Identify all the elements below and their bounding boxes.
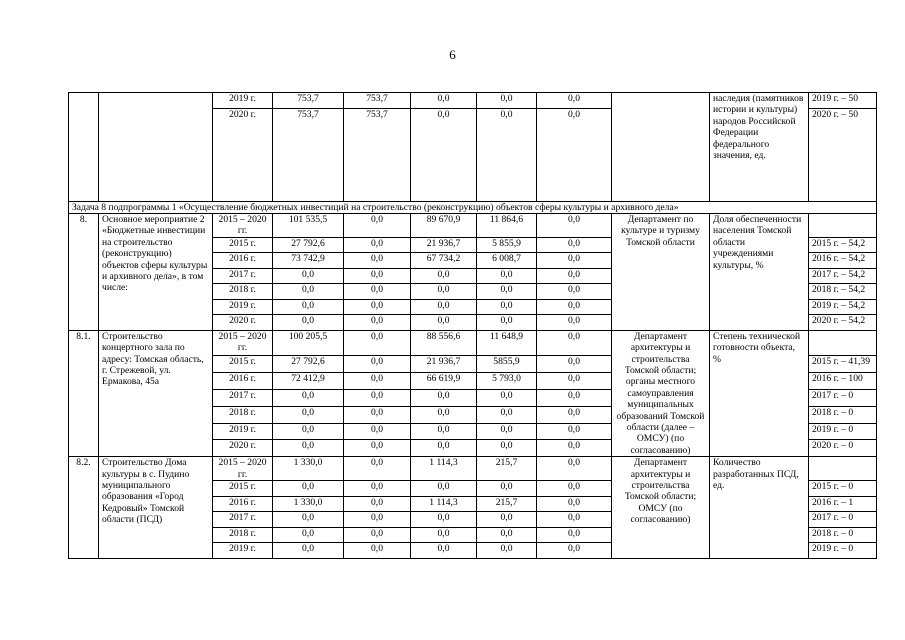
year-cell: 2018 г.	[213, 284, 273, 300]
target-cell: 2019 г. – 54,2	[809, 299, 877, 315]
value-cell: 0,0	[537, 330, 612, 356]
year-cell: 2016 г.	[213, 373, 273, 390]
target-cell: 2017 г. – 0	[809, 390, 877, 407]
value-cell: 215,7	[477, 496, 537, 512]
year-cell: 2019 г.	[213, 423, 273, 440]
value-cell: 1 330,0	[273, 496, 344, 512]
value-cell: 0,0	[273, 423, 344, 440]
value-cell: 0,0	[411, 406, 477, 423]
value-cell: 21 936,7	[411, 356, 477, 373]
target-cell: 2017 г. – 54,2	[809, 268, 877, 284]
year-cell: 2018 г.	[213, 406, 273, 423]
value-cell: 11 648,9	[477, 330, 537, 356]
value-cell: 0,0	[537, 213, 612, 237]
year-cell: 2019 г.	[213, 93, 273, 109]
target-cell	[809, 457, 877, 481]
page-number: 6	[449, 47, 456, 62]
value-cell: 753,7	[273, 108, 344, 201]
value-cell: 100 205,5	[273, 330, 344, 356]
value-cell: 215,7	[477, 457, 537, 481]
value-cell: 0,0	[273, 440, 344, 457]
value-cell: 0,0	[537, 253, 612, 269]
value-cell: 89 670,9	[411, 213, 477, 237]
value-cell: 0,0	[477, 284, 537, 300]
activity-name: Основное мероприятие 2 «Бюджетные инвестиции на строительство (реконструкцию) объектов сферы культуры и архивного дела», в том числе:	[99, 213, 213, 330]
year-cell: 2015 г.	[213, 481, 273, 497]
value-cell: 0,0	[477, 440, 537, 457]
target-cell: 2015 г. – 41,39	[809, 356, 877, 373]
value-cell: 0,0	[344, 457, 411, 481]
value-cell: 753,7	[273, 93, 344, 109]
year-cell: 2019 г.	[213, 299, 273, 315]
value-cell: 0,0	[273, 284, 344, 300]
year-cell: 2015 – 2020 гг.	[213, 457, 273, 481]
target-cell: 2020 г. – 0	[809, 440, 877, 457]
value-cell: 0,0	[411, 390, 477, 407]
value-cell: 0,0	[411, 108, 477, 201]
year-cell: 2017 г.	[213, 512, 273, 528]
value-cell: 0,0	[273, 390, 344, 407]
value-cell: 72 412,9	[273, 373, 344, 390]
value-cell: 0,0	[537, 108, 612, 201]
year-cell: 2017 г.	[213, 390, 273, 407]
program-table	[68, 92, 877, 559]
value-cell: 0,0	[477, 406, 537, 423]
name-cell	[99, 93, 213, 202]
row-number: 8.	[69, 213, 99, 330]
value-cell: 0,0	[537, 527, 612, 543]
value-cell: 0,0	[344, 284, 411, 300]
target-cell	[809, 330, 877, 356]
value-cell: 0,0	[537, 496, 612, 512]
value-cell: 0,0	[344, 512, 411, 528]
value-cell: 0,0	[273, 299, 344, 315]
value-cell: 0,0	[344, 356, 411, 373]
executor-cell: Департамент архитектуры и строительства Томской области; органы местного самоуправления муниципальных образований Томской области (далее – ОМСУ) (по согласованию)	[612, 330, 710, 456]
value-cell: 0,0	[344, 527, 411, 543]
value-cell: 0,0	[344, 299, 411, 315]
value-cell: 0,0	[411, 315, 477, 331]
value-cell: 0,0	[537, 440, 612, 457]
target-cell: 2018 г. – 54,2	[809, 284, 877, 300]
value-cell: 0,0	[344, 237, 411, 253]
year-cell: 2020 г.	[213, 440, 273, 457]
target-cell: 2019 г. – 0	[809, 423, 877, 440]
value-cell: 0,0	[477, 527, 537, 543]
year-cell: 2016 г.	[213, 496, 273, 512]
value-cell: 0,0	[537, 457, 612, 481]
value-cell: 0,0	[477, 268, 537, 284]
value-cell: 5 855,9	[477, 237, 537, 253]
value-cell: 0,0	[537, 284, 612, 300]
value-cell: 11 864,6	[477, 213, 537, 237]
target-cell: 2020 г. – 54,2	[809, 315, 877, 331]
value-cell: 0,0	[537, 356, 612, 373]
row-number: 8.1.	[69, 330, 99, 456]
value-cell: 0,0	[411, 268, 477, 284]
value-cell: 6 008,7	[477, 253, 537, 269]
value-cell: 0,0	[477, 543, 537, 559]
value-cell: 753,7	[344, 108, 411, 201]
value-cell: 0,0	[477, 423, 537, 440]
value-cell: 27 792,6	[273, 237, 344, 253]
value-cell: 0,0	[411, 527, 477, 543]
value-cell: 0,0	[537, 423, 612, 440]
activity-name: Строительство Дома культуры в с. Пудино муниципального образования «Город Кедровый» Томской области (ПСД)	[99, 457, 213, 558]
value-cell: 27 792,6	[273, 356, 344, 373]
value-cell: 0,0	[477, 512, 537, 528]
value-cell: 0,0	[477, 390, 537, 407]
num-cell	[69, 93, 99, 202]
target-cell: 2020 г. – 50	[809, 108, 877, 201]
target-cell	[809, 213, 877, 237]
value-cell: 0,0	[273, 268, 344, 284]
value-cell: 0,0	[537, 237, 612, 253]
value-cell: 0,0	[537, 268, 612, 284]
table-row	[69, 330, 877, 356]
value-cell: 0,0	[411, 543, 477, 559]
year-cell: 2019 г.	[213, 543, 273, 559]
target-cell: 2015 г. – 54,2	[809, 237, 877, 253]
value-cell: 0,0	[344, 423, 411, 440]
value-cell: 0,0	[477, 315, 537, 331]
value-cell: 0,0	[344, 268, 411, 284]
value-cell: 0,0	[411, 512, 477, 528]
value-cell: 0,0	[273, 512, 344, 528]
value-cell: 0,0	[344, 315, 411, 331]
value-cell: 0,0	[411, 481, 477, 497]
year-cell: 2020 г.	[213, 108, 273, 201]
year-cell: 2018 г.	[213, 527, 273, 543]
value-cell: 1 114,3	[411, 496, 477, 512]
row-number: 8.2.	[69, 457, 99, 558]
executor-cell: Департамент архитектуры и строительства Томской области; ОМСУ (по согласованию)	[612, 457, 710, 558]
value-cell: 0,0	[411, 440, 477, 457]
value-cell: 0,0	[411, 299, 477, 315]
table-row	[69, 93, 877, 109]
value-cell: 1 114,3	[411, 457, 477, 481]
value-cell: 0,0	[537, 406, 612, 423]
value-cell: 66 619,9	[411, 373, 477, 390]
value-cell: 0,0	[537, 93, 612, 109]
year-cell: 2015 – 2020 гг.	[213, 213, 273, 237]
value-cell: 0,0	[537, 390, 612, 407]
value-cell: 0,0	[273, 543, 344, 559]
table-row	[69, 213, 877, 237]
value-cell: 0,0	[537, 543, 612, 559]
value-cell: 0,0	[477, 481, 537, 497]
value-cell: 88 556,6	[411, 330, 477, 356]
target-cell: 2018 г. – 0	[809, 527, 877, 543]
target-cell: 2019 г. – 50	[809, 93, 877, 109]
value-cell: 0,0	[411, 284, 477, 300]
value-cell: 73 742,9	[273, 253, 344, 269]
value-cell: 0,0	[477, 108, 537, 201]
value-cell: 0,0	[411, 423, 477, 440]
value-cell: 0,0	[273, 481, 344, 497]
executor-cell: Департамент по культуре и туризму Томской области	[612, 213, 710, 330]
year-cell: 2020 г.	[213, 315, 273, 331]
value-cell: 21 936,7	[411, 237, 477, 253]
value-cell: 101 535,5	[273, 213, 344, 237]
value-cell: 0,0	[273, 315, 344, 331]
indicator-cell: Степень технической готовности объекта, %	[710, 330, 809, 456]
value-cell: 753,7	[344, 93, 411, 109]
indicator-cell: Доля обеспеченности населения Томской области учреждениями культуры, %	[710, 213, 809, 330]
year-cell: 2016 г.	[213, 253, 273, 269]
value-cell: 0,0	[273, 406, 344, 423]
value-cell: 0,0	[344, 390, 411, 407]
activity-name: Строительство концертного зала по адресу: Томская область, г. Стрежевой, ул. Ермакова, 45а	[99, 330, 213, 456]
value-cell: 0,0	[344, 253, 411, 269]
value-cell: 0,0	[537, 315, 612, 331]
value-cell: 0,0	[344, 440, 411, 457]
year-cell: 2015 г.	[213, 356, 273, 373]
indicator-cell: наследия (памятников истории и культуры) народов Российской Федерации федерального значения, ед.	[710, 93, 809, 202]
target-cell: 2015 г. – 0	[809, 481, 877, 497]
value-cell: 0,0	[477, 93, 537, 109]
target-cell: 2017 г. – 0	[809, 512, 877, 528]
table-row	[69, 457, 877, 481]
value-cell: 0,0	[537, 373, 612, 390]
value-cell: 5855,9	[477, 356, 537, 373]
value-cell: 67 734,2	[411, 253, 477, 269]
value-cell: 0,0	[411, 93, 477, 109]
value-cell: 0,0	[344, 496, 411, 512]
target-cell: 2016 г. – 1	[809, 496, 877, 512]
value-cell: 1 330,0	[273, 457, 344, 481]
value-cell: 0,0	[537, 512, 612, 528]
value-cell: 0,0	[344, 373, 411, 390]
value-cell: 0,0	[273, 527, 344, 543]
value-cell: 0,0	[537, 481, 612, 497]
year-cell: 2017 г.	[213, 268, 273, 284]
indicator-cell: Количество разработанных ПСД, ед.	[710, 457, 809, 558]
task-title: Задача 8 подпрограммы 1 «Осуществление бюджетных инвестиций на строительство (реконструкцию) объектов сферы культуры и архивного дела»	[69, 201, 877, 213]
value-cell: 0,0	[344, 406, 411, 423]
target-cell: 2016 г. – 54,2	[809, 253, 877, 269]
value-cell: 0,0	[344, 481, 411, 497]
value-cell: 5 793,0	[477, 373, 537, 390]
value-cell: 0,0	[344, 213, 411, 237]
target-cell: 2019 г. – 0	[809, 543, 877, 559]
value-cell: 0,0	[344, 330, 411, 356]
value-cell: 0,0	[344, 543, 411, 559]
task-title-row	[69, 201, 877, 213]
value-cell: 0,0	[537, 299, 612, 315]
executor-cell	[612, 93, 710, 202]
target-cell: 2016 г. – 100	[809, 373, 877, 390]
target-cell: 2018 г. – 0	[809, 406, 877, 423]
year-cell: 2015 г.	[213, 237, 273, 253]
year-cell: 2015 – 2020 гг.	[213, 330, 273, 356]
value-cell: 0,0	[477, 299, 537, 315]
